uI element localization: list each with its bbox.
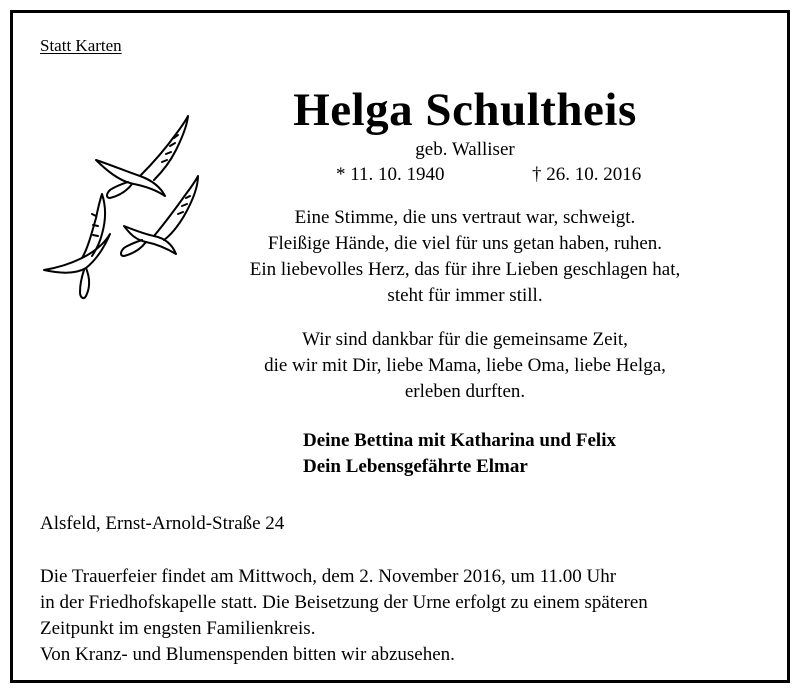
funeral-line: in der Friedhofskapelle statt. Die Beisetzung der Urne erfolgt zu einem späteren [40, 592, 648, 613]
deceased-name: Helga Schultheis [293, 84, 637, 136]
funeral-line: Zeitpunkt im engsten Familienkreis. [40, 618, 316, 639]
funeral-info [40, 564, 648, 668]
mourner-line: Deine Bettina mit Katharina und Felix [303, 430, 616, 451]
birth-date: * 11. 10. 1940 [336, 164, 445, 185]
verse-line: Fleißige Hände, die viel für uns getan haben, ruhen. [267, 233, 663, 254]
verse-line: die wir mit Dir, liebe Mama, liebe Oma, liebe Helga, [264, 355, 666, 376]
verse-first [220, 205, 710, 309]
birds-icon [36, 108, 226, 308]
funeral-line: Die Trauerfeier findet am Mittwoch, dem 2. November 2016, um 11.00 Uhr [40, 566, 617, 587]
address: Alsfeld, Ernst-Arnold-Straße 24 [40, 513, 285, 534]
mourner-line: Dein Lebensgefährte Elmar [303, 456, 528, 477]
maiden-name: geb. Walliser [415, 139, 515, 160]
verse-second [220, 327, 710, 405]
verse-line: Eine Stimme, die uns vertraut war, schweigt. [294, 207, 636, 228]
death-date: † 26. 10. 2016 [532, 164, 642, 185]
statt-karten-note: Statt Karten [40, 36, 122, 55]
verse-line: Ein liebevolles Herz, das für ihre Lieben geschlagen hat, [249, 259, 681, 280]
verse-line: erleben durften. [404, 381, 526, 402]
mourners [303, 428, 616, 480]
verse-line: Wir sind dankbar für die gemeinsame Zeit, [302, 329, 628, 350]
verse-line: steht für immer still. [387, 285, 543, 306]
funeral-line: Von Kranz- und Blumenspenden bitten wir abzusehen. [40, 644, 455, 665]
